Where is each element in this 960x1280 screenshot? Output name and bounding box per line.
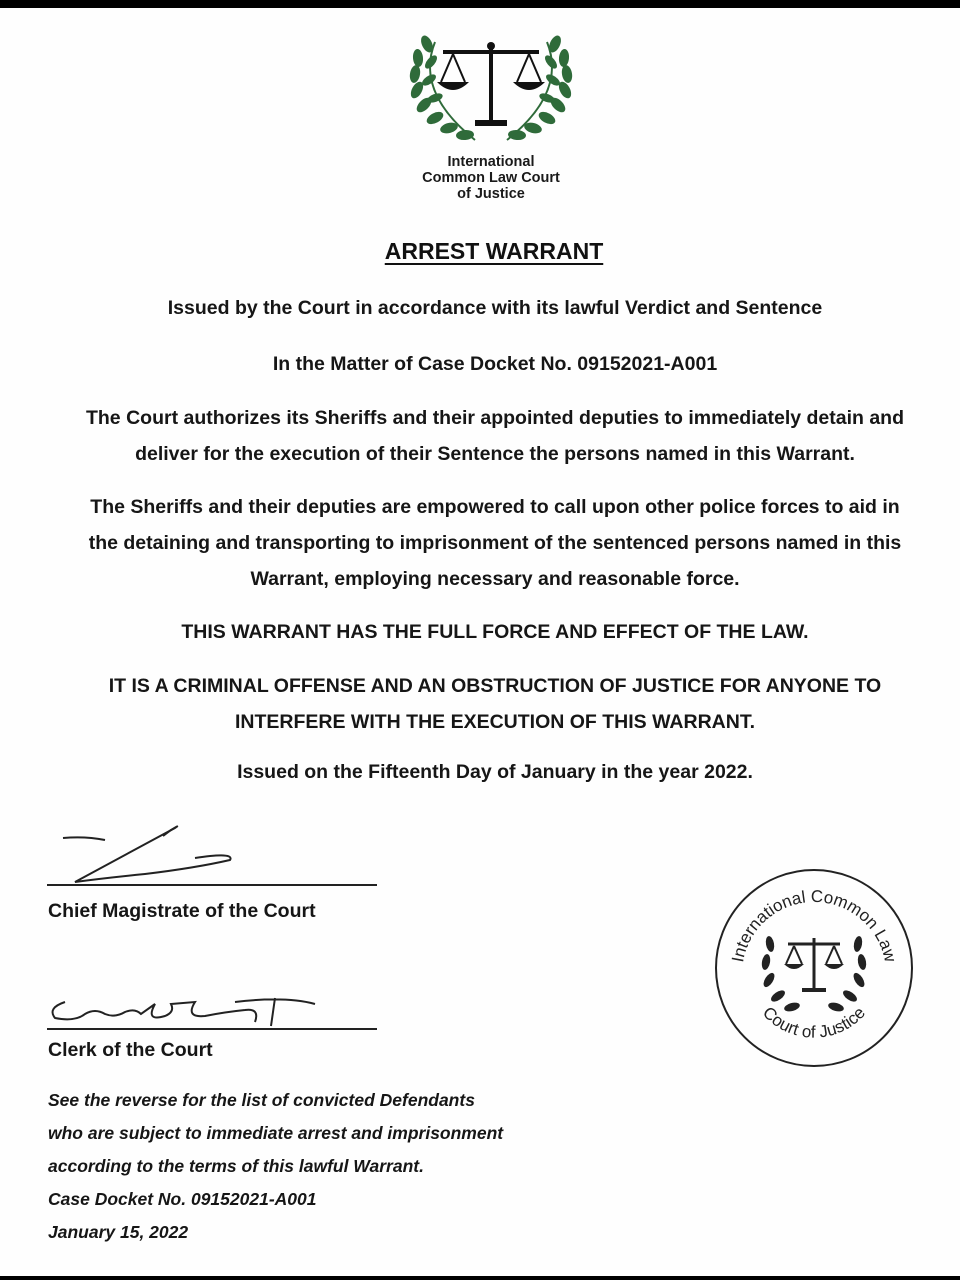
offense-notice — [30, 668, 960, 740]
empowerment-line1: The Sheriffs and their deputies are empowered to call upon other police forces to aid in — [90, 496, 900, 518]
court-name-line3: of Justice — [457, 186, 525, 202]
svg-text:Court of Justice — [759, 1003, 869, 1042]
court-name-line2: Common Law Court — [422, 170, 560, 186]
magistrate-signature-line — [47, 884, 377, 886]
authorization-line2: deliver for the execution of their Sentence the persons named in this Warrant. — [135, 443, 855, 465]
reverse-note — [48, 1084, 648, 1249]
offense-line1: IT IS A CRIMINAL OFFENSE AND AN OBSTRUCTION OF JUSTICE FOR ANYONE TO — [108, 675, 882, 697]
court-name — [380, 154, 602, 202]
note-case-docket: Case Docket No. 09152021-A001 — [48, 1189, 317, 1209]
authorization-paragraph — [30, 400, 960, 472]
warrant-page — [0, 8, 960, 1276]
force-notice: THIS WARRANT HAS THE FULL FORCE AND EFFECT OF THE LAW. — [181, 621, 809, 643]
clerk-label: Clerk of the Court — [48, 1039, 213, 1061]
seal-bottom-text: Court of Justice — [758, 1002, 869, 1042]
empowerment-line2: the detaining and transporting to imprisonment of the sentenced persons named in this — [88, 532, 902, 554]
authorization-line1: The Court authorizes its Sheriffs and their appointed deputies to immediately detain and — [85, 407, 905, 429]
court-seal — [712, 866, 916, 1070]
note-date: January 15, 2022 — [48, 1222, 189, 1242]
note-line1: See the reverse for the list of convicted Defendants — [48, 1090, 475, 1110]
scales-laurel-emblem — [405, 22, 577, 154]
magistrate-label: Chief Magistrate of the Court — [48, 900, 316, 922]
empowerment-line3: Warrant, employing necessary and reasonable force. — [250, 568, 740, 590]
clerk-signature — [45, 982, 325, 1032]
seal-top-text: International Common Law — [728, 886, 900, 964]
subtitle: Issued by the Court in accordance with its lawful Verdict and Sentence — [167, 297, 823, 319]
issue-date-statement: Issued on the Fifteenth Day of January in the year 2022. — [237, 761, 753, 783]
court-name-line1: International — [447, 154, 535, 170]
note-line3: according to the terms of this lawful Warrant. — [48, 1156, 424, 1176]
empowerment-paragraph — [30, 489, 960, 597]
document-title: ARREST WARRANT — [384, 238, 604, 264]
note-line2: who are subject to immediate arrest and imprisonment — [48, 1123, 504, 1143]
offense-line2: INTERFERE WITH THE EXECUTION OF THIS WARRANT. — [235, 711, 755, 733]
case-matter: In the Matter of Case Docket No. 09152021-A001 — [272, 353, 718, 375]
clerk-signature-line — [47, 1028, 377, 1030]
magistrate-signature — [45, 816, 245, 888]
